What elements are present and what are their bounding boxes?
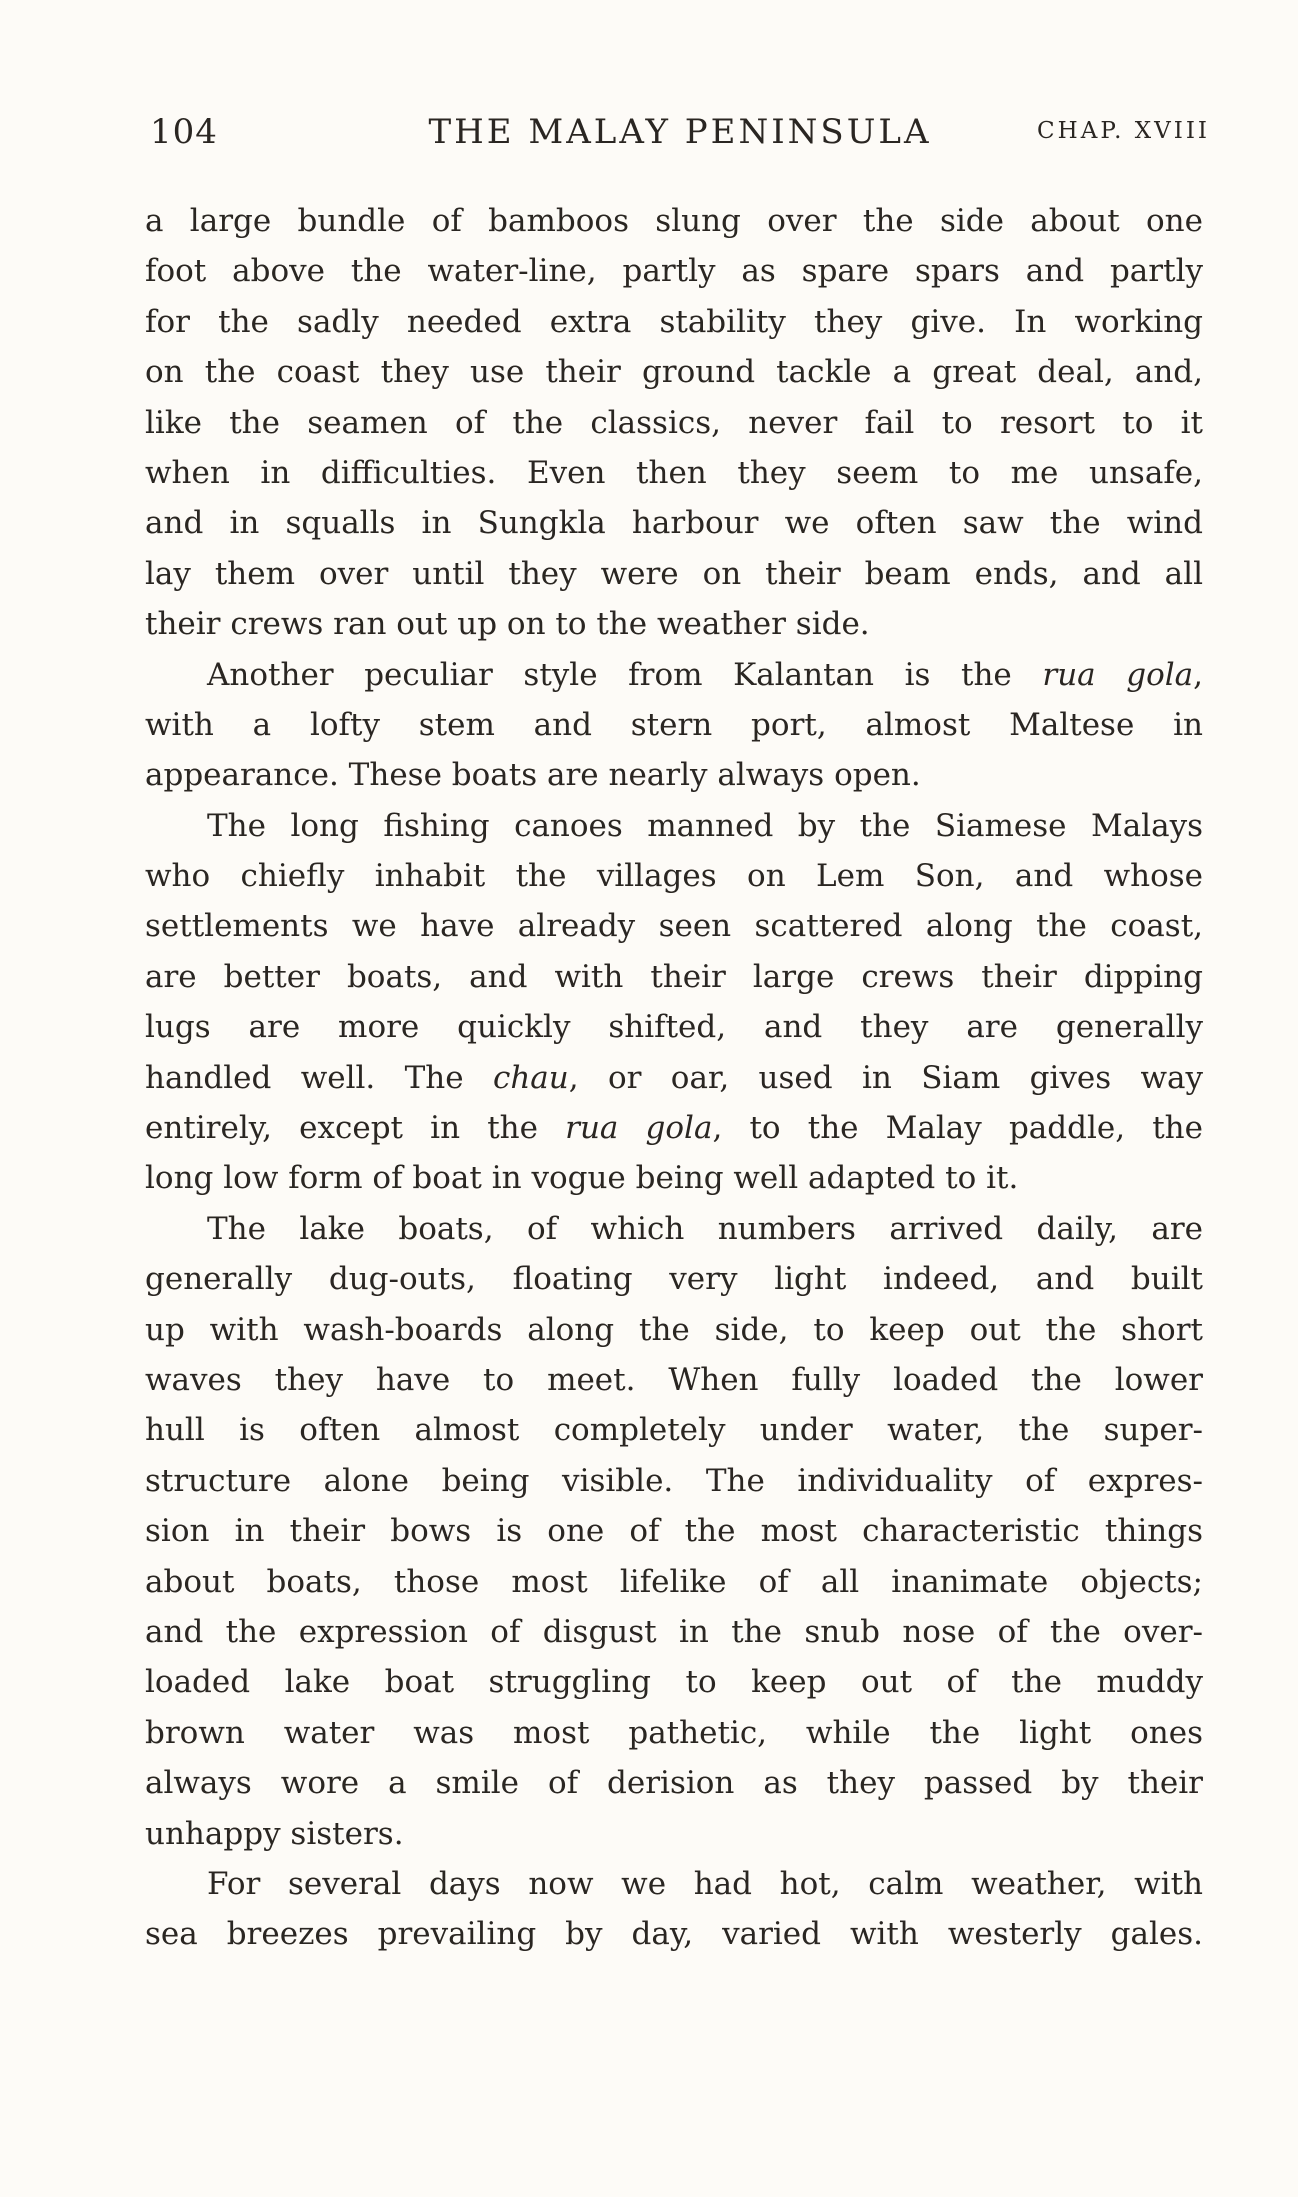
running-title: THE MALAY PENINSULA [428, 112, 932, 152]
text-line: appearance. These boats are nearly always open. [145, 757, 921, 794]
text-line: Another peculiar style from Kalantan is the rua gola, [207, 656, 1203, 693]
text-line: lay them over until they were on their beam ends, and all [145, 555, 1203, 592]
text-line: brown water was most pathetic, while the light ones [145, 1714, 1203, 1751]
italic-term: chau [492, 1059, 569, 1096]
text-line: hull is often almost completely under water, the super- [145, 1412, 1203, 1449]
text-line: their crews ran out up on to the weather side. [145, 606, 870, 643]
text-line: up with wash-boards along the side, to keep out the short [145, 1311, 1203, 1348]
text-line: unhappy sisters. [145, 1815, 404, 1852]
text-line: and in squalls in Sungkla harbour we often saw the wind [145, 505, 1203, 542]
text-line: lugs are more quickly shifted, and they are generally [145, 1009, 1203, 1046]
text-line: a large bundle of bamboos slung over the side about one [145, 203, 1203, 239]
text-line: generally dug-outs, floating very light indeed, and built [145, 1261, 1203, 1298]
text-line: for the sadly needed extra stability they give. In working [145, 303, 1203, 340]
text-line: are better boats, and with their large crews their dipping [145, 958, 1203, 995]
italic-term: rua gola [565, 1110, 713, 1147]
text-line: on the coast they use their ground tackle a great deal, and, [145, 354, 1203, 391]
text-line: always wore a smile of derision as they passed by their [145, 1765, 1203, 1802]
text-line: long low form of boat in vogue being well adapted to it. [145, 1160, 1019, 1197]
text-line: loaded lake boat struggling to keep out of the muddy [145, 1664, 1203, 1701]
text-line: when in difficulties. Even then they seem to me unsafe, [145, 454, 1203, 491]
text-line: foot above the water-line, partly as spare spars and partly [145, 253, 1203, 290]
page-number: 104 [150, 112, 218, 152]
text-line: and the expression of disgust in the snub nose of the over- [145, 1613, 1203, 1650]
chapter-label: CHAP. XVIII [1037, 118, 1210, 144]
text-line: entirely, except in the rua gola, to the Malay paddle, the [145, 1110, 1203, 1147]
text-line: who chiefly inhabit the villages on Lem Son, and whose [145, 858, 1203, 895]
text-line: settlements we have already seen scattered along the coast, [145, 908, 1203, 945]
text-line: sea breezes prevailing by day, varied with westerly gales. [145, 1916, 1203, 1953]
running-header [150, 112, 1210, 160]
text-line: handled well. The chau, or oar, used in Siam gives way [145, 1059, 1203, 1096]
text-line: The long fishing canoes manned by the Siamese Malays [207, 807, 1203, 844]
text-line: The lake boats, of which numbers arrived daily, are [207, 1210, 1203, 1247]
italic-term: rua gola [1042, 656, 1194, 693]
text-line: waves they have to meet. When fully loaded the lower [145, 1361, 1203, 1398]
text-line: about boats, those most lifelike of all inanimate objects; [145, 1563, 1203, 1600]
text-line: sion in their bows is one of the most characteristic things [145, 1513, 1203, 1550]
text-line: with a lofty stem and stern port, almost Maltese in [145, 706, 1203, 743]
text-line: For several days now we had hot, calm weather, with [207, 1865, 1203, 1902]
body-text [145, 196, 1203, 1960]
text-line: like the seamen of the classics, never fail to resort to it [145, 404, 1203, 441]
text-line: structure alone being visible. The individuality of expres- [145, 1462, 1203, 1499]
